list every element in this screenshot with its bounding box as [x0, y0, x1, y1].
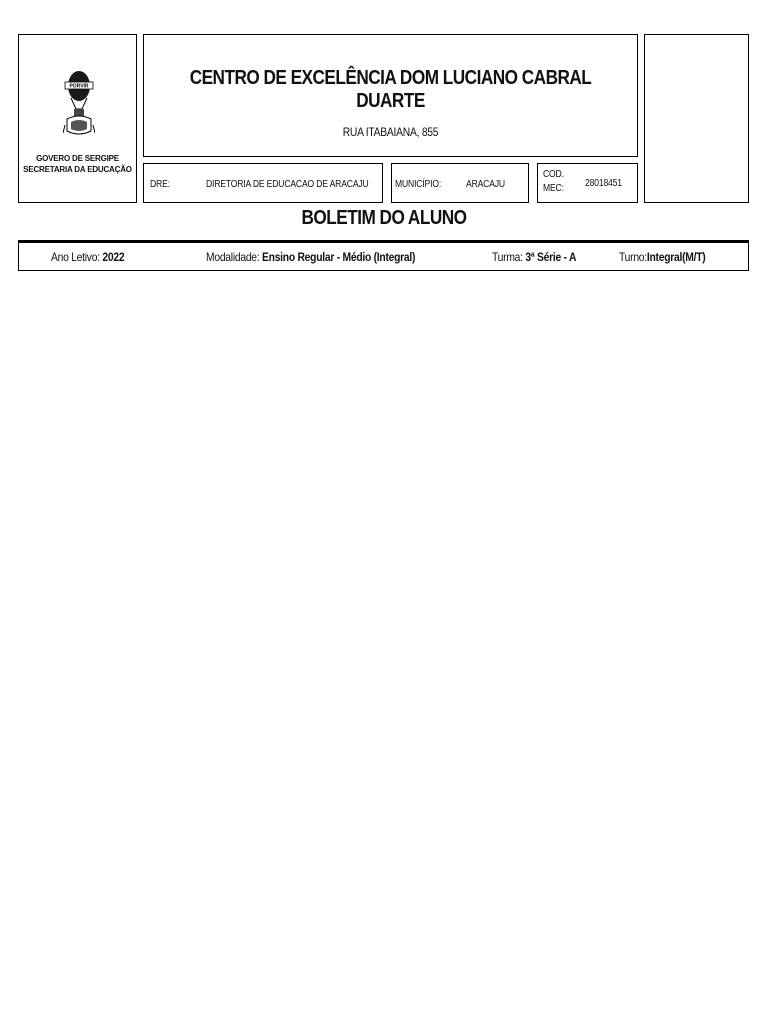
municipio-label: MUNICÍPIO:: [395, 179, 442, 190]
municipio-value: ARACAJU: [466, 179, 505, 190]
school-header-box: [143, 34, 638, 157]
ano-letivo-value: 2022: [102, 250, 125, 264]
municipio-box: [391, 163, 529, 203]
government-line-1: GOVERO DE SERGIPE: [36, 154, 119, 163]
turno: [619, 250, 705, 264]
state-crest-icon: [63, 67, 95, 137]
modalidade-label: Modalidade:: [206, 250, 260, 264]
cod-label: COD.: [543, 169, 564, 180]
school-name: CENTRO DE EXCELÊNCIA DOM LUCIANO CABRAL DUARTE: [189, 67, 592, 112]
mec-label: MEC:: [543, 183, 564, 194]
ano-letivo-label: Ano Letivo:: [51, 250, 100, 264]
ano-letivo: [51, 250, 124, 264]
cod-mec-value: 28018451: [585, 178, 622, 189]
dre-value: DIRETORIA DE EDUCACAO DE ARACAJU: [206, 179, 369, 190]
crest-banner-text: PORVIR: [69, 83, 89, 90]
cod-mec-box: [537, 163, 638, 203]
student-details-bar: [18, 240, 749, 271]
turma-label: Turma:: [492, 250, 523, 264]
dre-box: [143, 163, 383, 203]
report-title: BOLETIM DO ALUNO: [301, 207, 467, 229]
government-logo-box: [18, 34, 137, 203]
government-text: [19, 153, 136, 175]
turma: [492, 250, 576, 264]
school-address: RUA ITABAIANA, 855: [342, 125, 439, 139]
modalidade-value: Ensino Regular - Médio (Integral): [262, 250, 416, 264]
dre-label: DRE:: [150, 179, 170, 190]
student-photo-box: [644, 34, 749, 203]
government-line-2: SECRETARIA DA EDUCAÇÃO: [23, 165, 132, 174]
turma-value: 3ª Série - A: [525, 250, 577, 264]
turno-label: Turno:: [619, 250, 647, 264]
turno-value: Integral(M/T): [646, 250, 706, 264]
modalidade: [206, 250, 415, 264]
cod-mec-label: [543, 168, 564, 196]
